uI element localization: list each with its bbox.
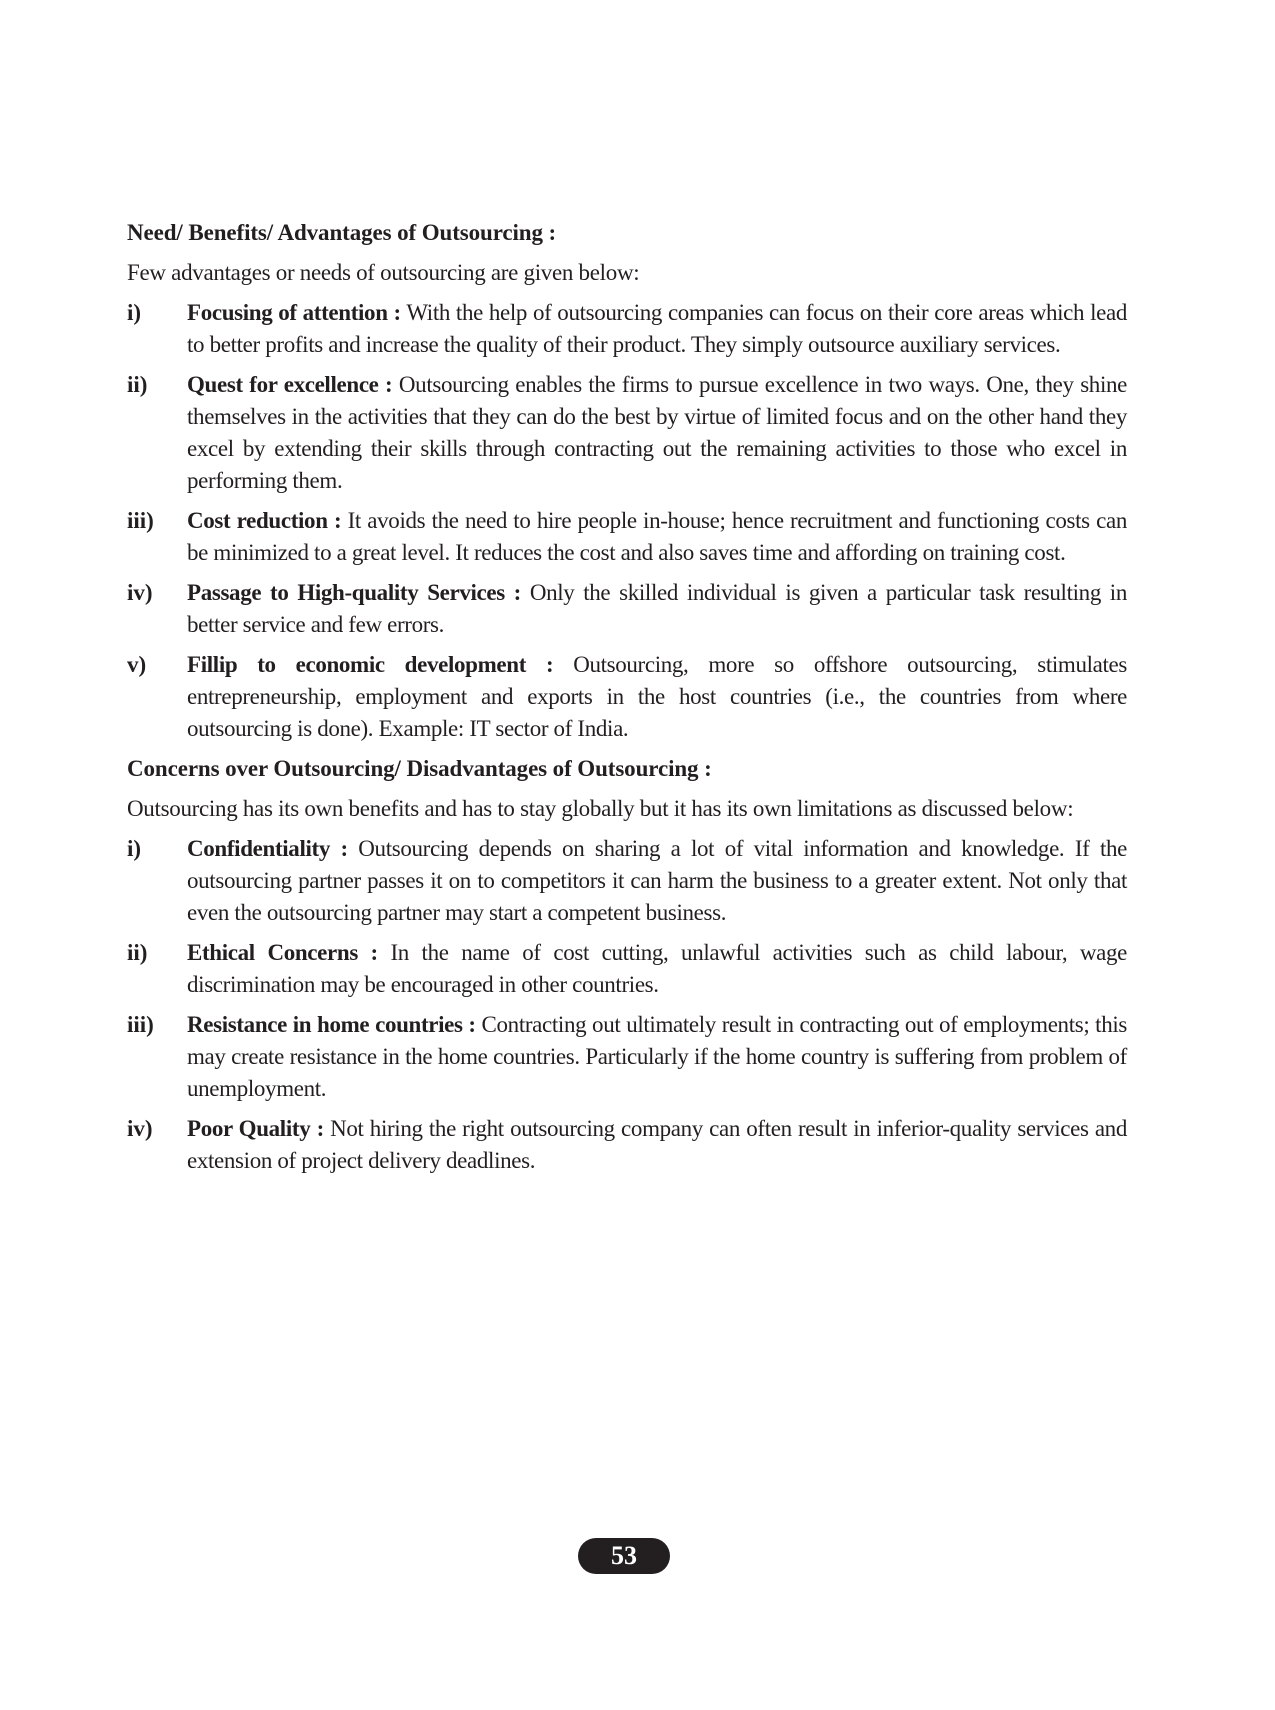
list-item-body: Outsourcing depends on sharing a lot of vital information and knowledge. If the outsourcing partner passes it on to competitors it can harm the business to a greater extent. Not only that even the outsourcing partner may start a competent business.: [187, 836, 1127, 925]
list-item-term: Quest for excellence :: [187, 372, 393, 397]
list-item: [127, 577, 1127, 641]
list-item-term: Ethical Concerns :: [187, 940, 378, 965]
list-item-text: [187, 577, 1127, 641]
list-item-body: In the name of cost cutting, unlawful activities such as child labour, wage discrimination may be encouraged in other countries.: [187, 940, 1127, 997]
list-marker: v): [127, 652, 147, 677]
page-content: [127, 217, 1127, 1185]
list-item-term: Cost reduction :: [187, 508, 342, 533]
list-item: [127, 937, 1127, 1001]
list-item-text: [187, 297, 1127, 361]
list-item-text: [187, 937, 1127, 1001]
section-intro-disadvantages: Outsourcing has its own benefits and has to stay globally but it has its own limitations as discussed below:: [127, 796, 1074, 821]
section-heading-advantages: Need/ Benefits/ Advantages of Outsourcing :: [127, 220, 557, 245]
list-item-body: Not hiring the right outsourcing company can often result in inferior-quality services and extension of project delivery deadlines.: [187, 1116, 1127, 1173]
list-item-term: Confidentiality :: [187, 836, 348, 861]
list-marker: ii): [127, 940, 148, 965]
list-item: [127, 297, 1127, 361]
advantages-list: [127, 297, 1127, 745]
list-item-term: Fillip to economic development :: [187, 652, 554, 677]
list-item-body: Outsourcing enables the firms to pursue excellence in two ways. One, they shine themselves in the activities that they can do the best by virtue of limited focus and on the other hand they excel by extending their skills through contracting out the remaining activities to those who excel in performing them.: [187, 372, 1127, 493]
list-marker: iii): [127, 508, 154, 533]
list-item: [127, 1009, 1127, 1105]
list-marker: iv): [127, 580, 153, 605]
list-item-body: Contracting out ultimately result in contracting out of employments; this may create resistance in the home countries. Particularly if the home country is suffering from problem of unemployment.: [187, 1012, 1128, 1101]
list-marker: i): [127, 836, 142, 861]
list-item-text: [187, 1009, 1127, 1105]
list-item-term: Resistance in home countries :: [187, 1012, 476, 1037]
section-heading-disadvantages: Concerns over Outsourcing/ Disadvantages of Outsourcing :: [127, 756, 712, 781]
list-item-text: [187, 369, 1127, 497]
list-item: [127, 1113, 1127, 1177]
list-item-body: Outsourcing, more so offshore outsourcing, stimulates entrepreneurship, employment and exports in the host countries (i.e., the countries from where outsourcing is done). Example: IT sector of India.: [187, 652, 1128, 741]
list-item-text: [187, 505, 1127, 569]
list-item-body: It avoids the need to hire people in-house; hence recruitment and functioning costs can be minimized to a great level. It reduces the cost and also saves time and affording on training cost.: [187, 508, 1127, 565]
list-item-term: Focusing of attention :: [187, 300, 401, 325]
page-number-badge: 53: [578, 1538, 670, 1574]
list-item: [127, 369, 1127, 497]
list-marker: ii): [127, 372, 148, 397]
list-item: [127, 833, 1127, 929]
list-marker: iv): [127, 1116, 153, 1141]
list-marker: i): [127, 300, 142, 325]
list-item: [127, 505, 1127, 569]
list-item-text: [187, 1113, 1127, 1177]
list-marker: iii): [127, 1012, 154, 1037]
list-item-body: Only the skilled individual is given a particular task resulting in better service and few errors.: [187, 580, 1127, 637]
list-item-text: [187, 833, 1127, 929]
list-item-text: [187, 649, 1127, 745]
list-item-term: Poor Quality :: [187, 1116, 324, 1141]
section-intro-advantages: Few advantages or needs of outsourcing are given below:: [127, 260, 640, 285]
disadvantages-list: [127, 833, 1127, 1177]
list-item: [127, 649, 1127, 745]
list-item-term: Passage to High-quality Services :: [187, 580, 521, 605]
list-item-body: With the help of outsourcing companies can focus on their core areas which lead to better profits and increase the quality of their product. They simply outsource auxiliary services.: [187, 300, 1127, 357]
